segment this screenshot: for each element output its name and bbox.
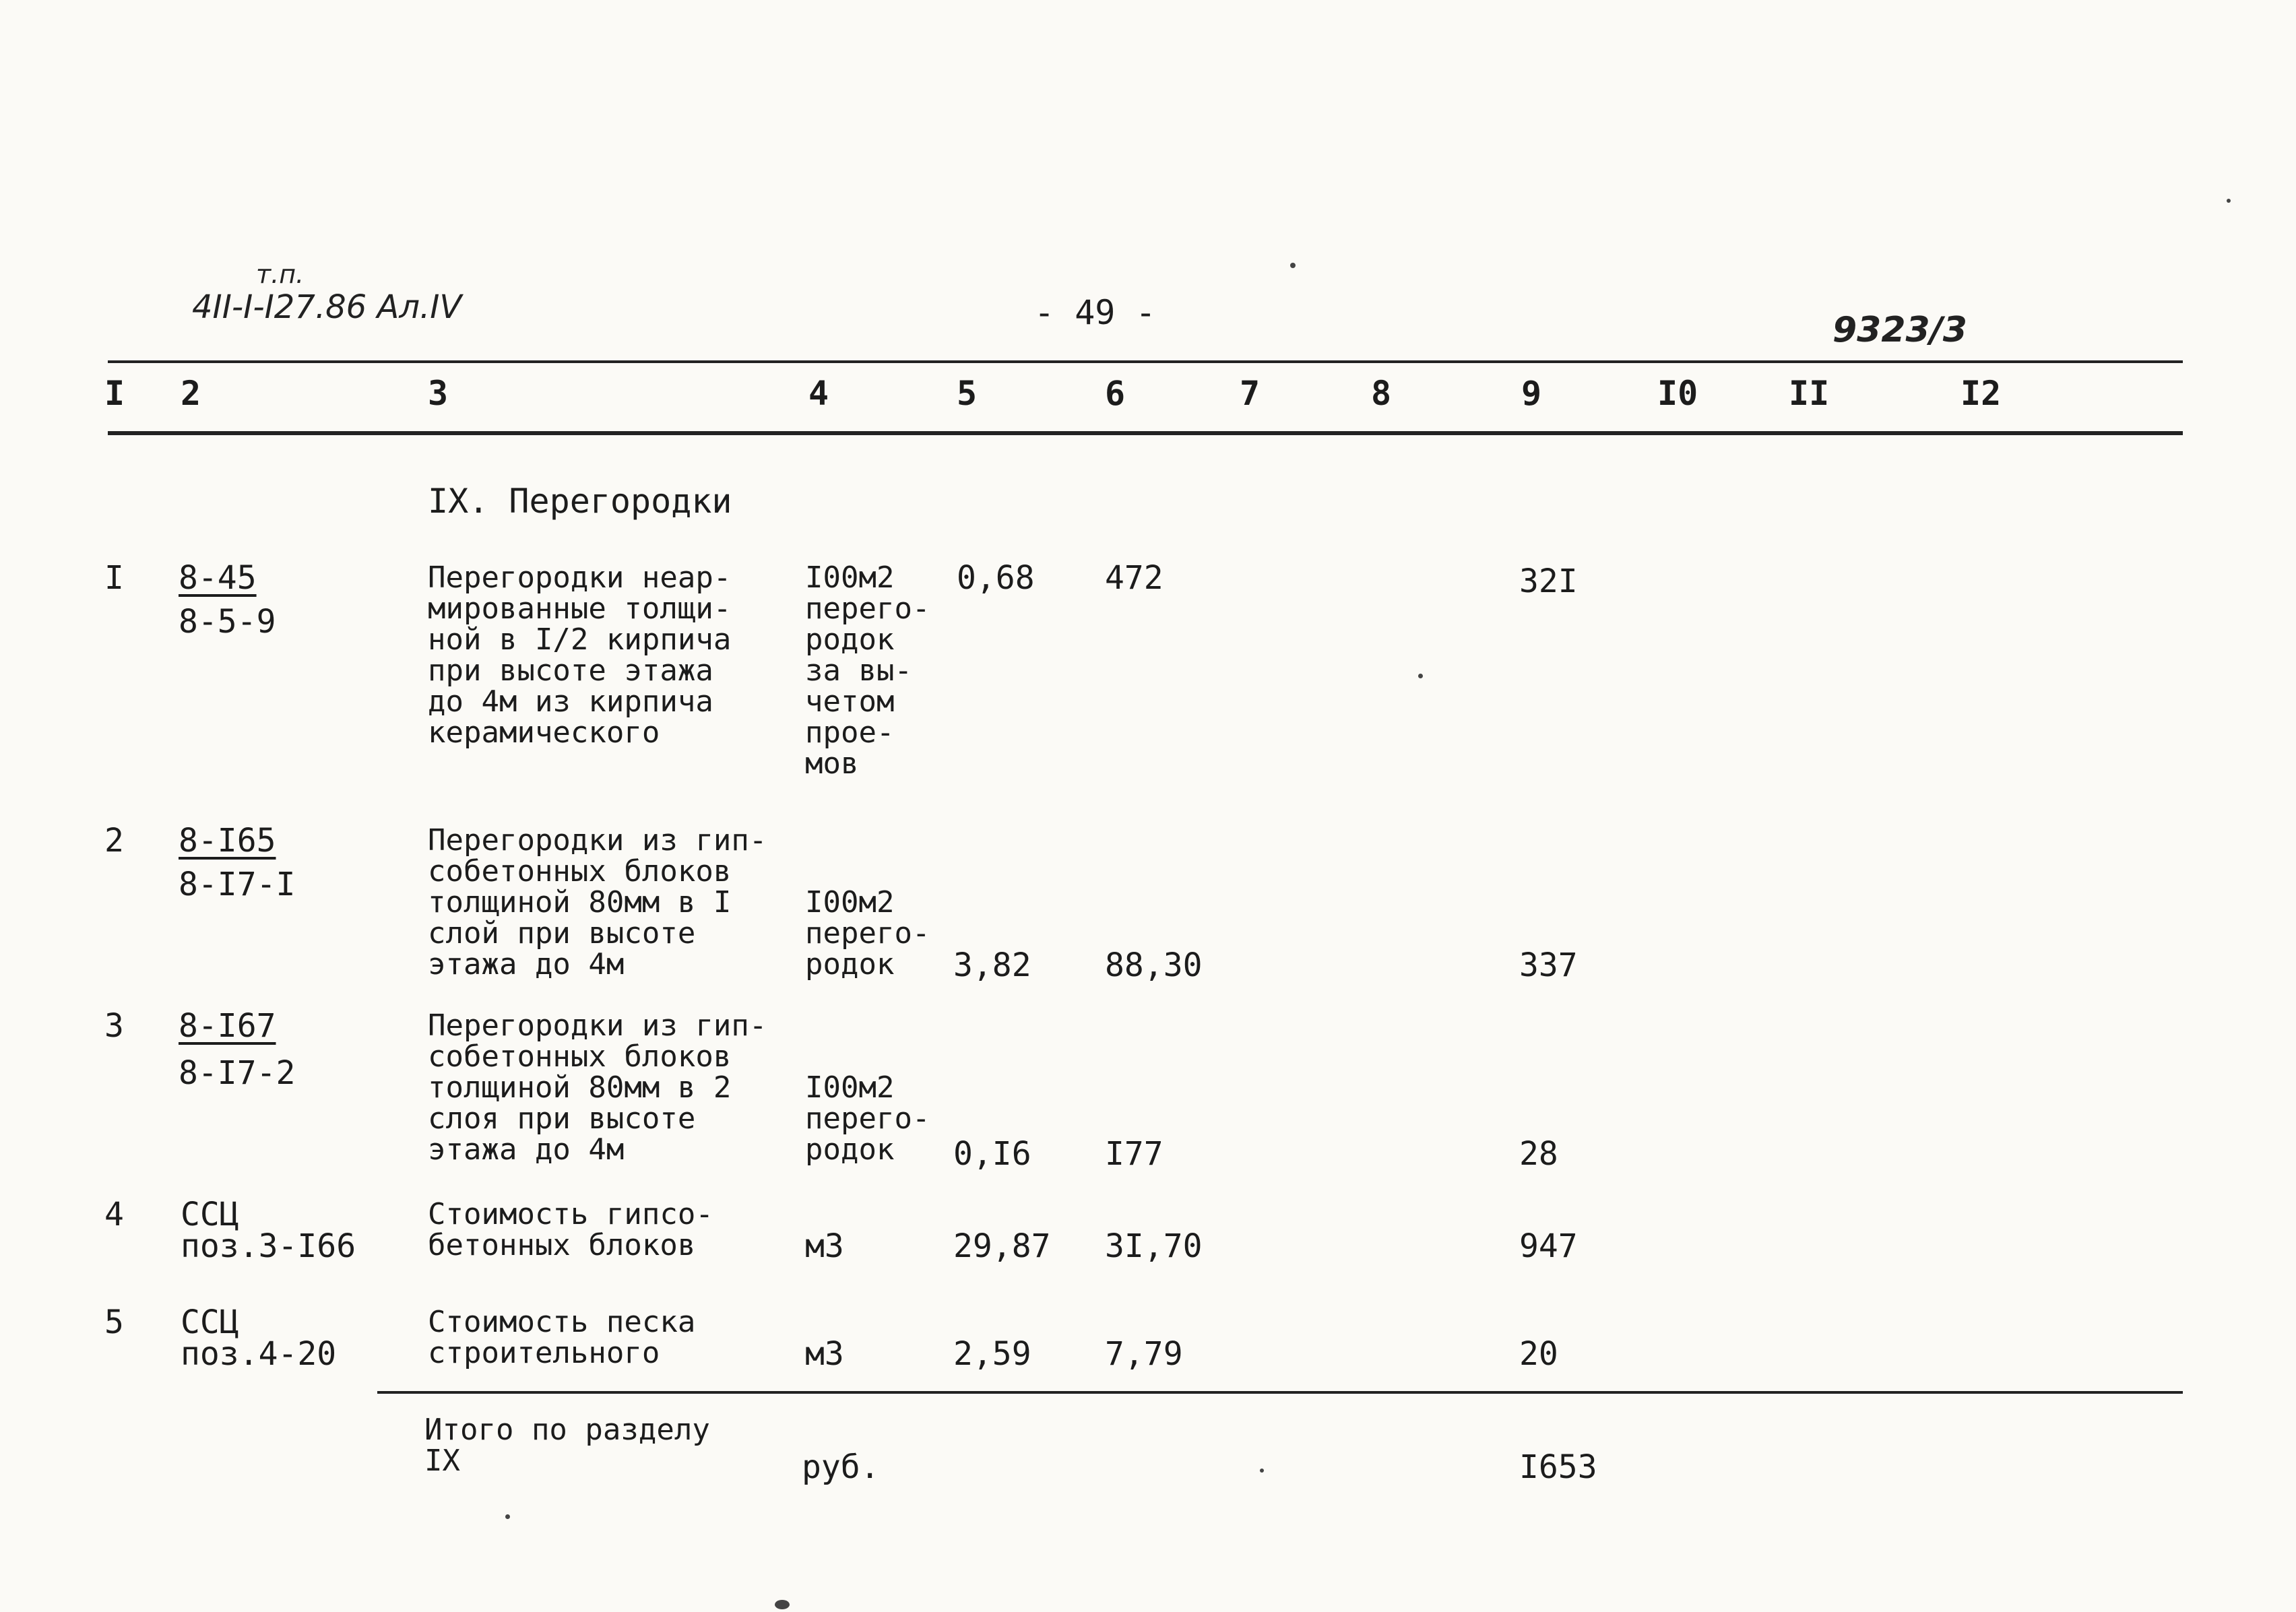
row-2-unit: I00м2 перего- родок	[805, 885, 930, 981]
row-5-unit: м3	[805, 1335, 844, 1373]
row-1-qty: 0,68	[957, 559, 1035, 597]
column-number-10: I0	[1657, 374, 1698, 413]
summary-total: I653	[1519, 1448, 1597, 1486]
row-5-code-bottom: поз.4-20	[181, 1335, 337, 1373]
row-2-description: Перегородки из гип- собетонных блоков толщиной 80мм в I слой при высоте этажа до 4м	[428, 823, 767, 981]
row-5-code-top: ССЦ	[181, 1303, 239, 1341]
row-1-price: 472	[1105, 559, 1163, 597]
row-1-unit: I00м2 перего- родок за вы- четом прое- мов	[805, 560, 930, 781]
row-2-code-top: 8-I65	[179, 822, 276, 860]
row-2-number: 2	[104, 822, 124, 860]
summary-rule	[377, 1391, 2183, 1394]
row-4-price: 3I,70	[1105, 1227, 1203, 1265]
row-1-number: I	[104, 559, 124, 597]
column-number-1: I	[104, 374, 125, 413]
scan-speck	[1418, 674, 1423, 678]
row-3-description: Перегородки из гип- собетонных блоков толщиной 80мм в 2 слоя при высоте этажа до 4м	[428, 1008, 767, 1167]
row-2-total: 337	[1519, 946, 1578, 984]
column-number-12: I2	[1960, 374, 2002, 413]
scan-speck	[775, 1600, 790, 1609]
column-number-9: 9	[1521, 374, 1542, 413]
row-3-code-bottom: 8-I7-2	[179, 1054, 296, 1092]
summary-unit: руб.	[802, 1448, 880, 1486]
column-number-2: 2	[181, 374, 201, 413]
column-number-11: II	[1789, 374, 1830, 413]
row-5-total: 20	[1519, 1335, 1558, 1373]
row-4-code-bottom: поз.3-I66	[181, 1227, 356, 1265]
row-2-price: 88,30	[1105, 946, 1203, 984]
column-number-7: 7	[1240, 374, 1261, 413]
doc-ref-line2: 4II-I-I27.86 Ал.IV	[192, 288, 462, 326]
scan-speck	[2227, 199, 2231, 203]
doc-ref-line1: т.п.	[256, 259, 305, 289]
summary-label: Итого по разделу IX	[424, 1413, 710, 1478]
column-number-3: 3	[428, 374, 449, 413]
row-1-total: 32I	[1519, 562, 1578, 600]
row-3-number: 3	[104, 1007, 124, 1045]
row-1-description: Перегородки неар- мированные толщи- ной в I/2 кирпича при высоте этажа до 4м из кирпича керамического	[428, 560, 732, 750]
scan-speck	[1290, 263, 1296, 268]
row-3-code-top: 8-I67	[179, 1007, 276, 1045]
column-header-rule	[108, 431, 2183, 435]
row-4-unit: м3	[805, 1227, 844, 1265]
row-4-total: 947	[1519, 1227, 1578, 1265]
row-2-qty: 3,82	[953, 946, 1031, 984]
row-1-code-top: 8-45	[179, 559, 257, 597]
row-5-description: Стоимость песка строительного	[428, 1305, 696, 1370]
row-3-total: 28	[1519, 1135, 1558, 1173]
row-4-qty: 29,87	[953, 1227, 1051, 1265]
table-top-rule	[108, 360, 2183, 363]
scan-speck	[505, 1514, 510, 1519]
scan-speck	[1260, 1469, 1264, 1473]
sheet-code: 9323/3	[1832, 310, 1967, 350]
row-3-qty: 0,I6	[953, 1135, 1031, 1173]
row-4-number: 4	[104, 1196, 124, 1233]
page-number: - 49 -	[1034, 293, 1156, 332]
row-5-number: 5	[104, 1303, 124, 1341]
row-1-code-bottom: 8-5-9	[179, 603, 276, 641]
section-title: IX. Перегородки	[428, 482, 732, 521]
column-number-4: 4	[808, 374, 829, 413]
row-4-description: Стоимость гипсо- бетонных блоков	[428, 1197, 713, 1262]
row-5-qty: 2,59	[953, 1335, 1031, 1373]
row-2-code-bottom: 8-I7-I	[179, 866, 296, 903]
row-3-unit: I00м2 перего- родок	[805, 1070, 930, 1167]
column-number-5: 5	[957, 374, 978, 413]
row-5-price: 7,79	[1105, 1335, 1183, 1373]
row-4-code-top: ССЦ	[181, 1196, 239, 1233]
column-number-6: 6	[1105, 374, 1126, 413]
row-3-price: I77	[1105, 1135, 1163, 1173]
column-number-8: 8	[1371, 374, 1392, 413]
